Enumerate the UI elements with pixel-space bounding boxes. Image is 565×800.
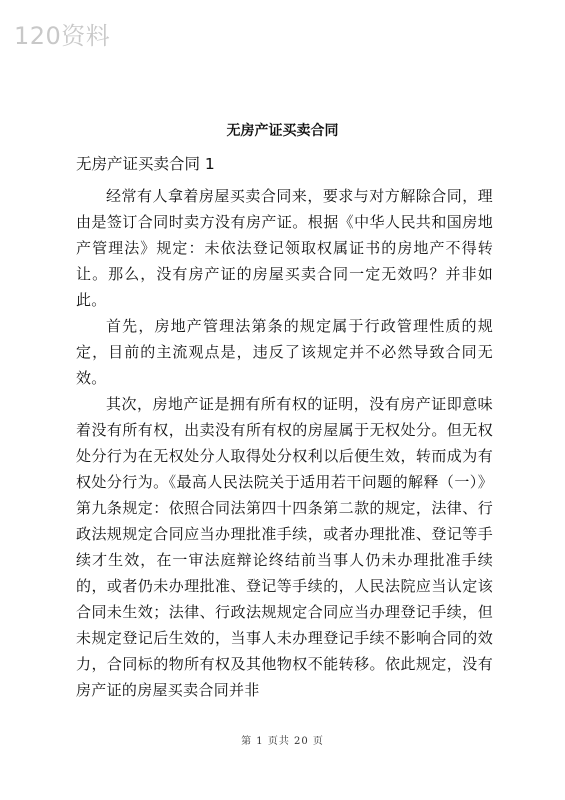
paragraph: 经常有人拿着房屋买卖合同来，要求与对方解除合同，理由是签订合同时卖方没有房产证。根据《中华人民共和国房地产管理法》规定：未依法登记领取权属证书的房地产不得转让。那么，没有房产证的房屋买卖合同一定无效吗？并非如此。 [76,187,493,309]
document-body [76,183,493,703]
paragraph: 首先，房地产管理法第条的规定属于行政管理性质的规定，目前的主流观点是，违反了该规定并不必然导致合同无效。 [76,317,493,387]
document-title: 无房产证买卖合同 [226,123,339,139]
section-subtitle: 无房产证买卖合同 1 [76,155,215,173]
paragraph: 其次，房地产证是拥有所有权的证明，没有房产证即意味着没有所有权，出卖没有所有权的房屋属于无权处分。但无权处分行为在无权处分人取得处分权利以后便生效，转而成为有权处分行为。《最高人民法院关于适用若干问题的解释（一）》第九条规定：依照合同法第四十四条第二款的规定，法律、行政法规规定合同应当办理批准手续，或者办理批准、登记等手续才生效，在一审法庭辩论终结前当事人仍未办理批准手续的，或者仍未办理批准、登记等手续的，人民法院应当认定该合同未生效；法律、行政法规规定合同应当办理登记手续，但未规定登记后生效的，当事人未办理登记手续不影响合同的效力，合同标的物所有权及其他物权不能转移。依此规定，没有房产证的房屋买卖合同并非 [76,395,493,699]
watermark: 120资料 [14,22,111,50]
page-footer: 第 1 页共 20 页 [241,736,324,747]
